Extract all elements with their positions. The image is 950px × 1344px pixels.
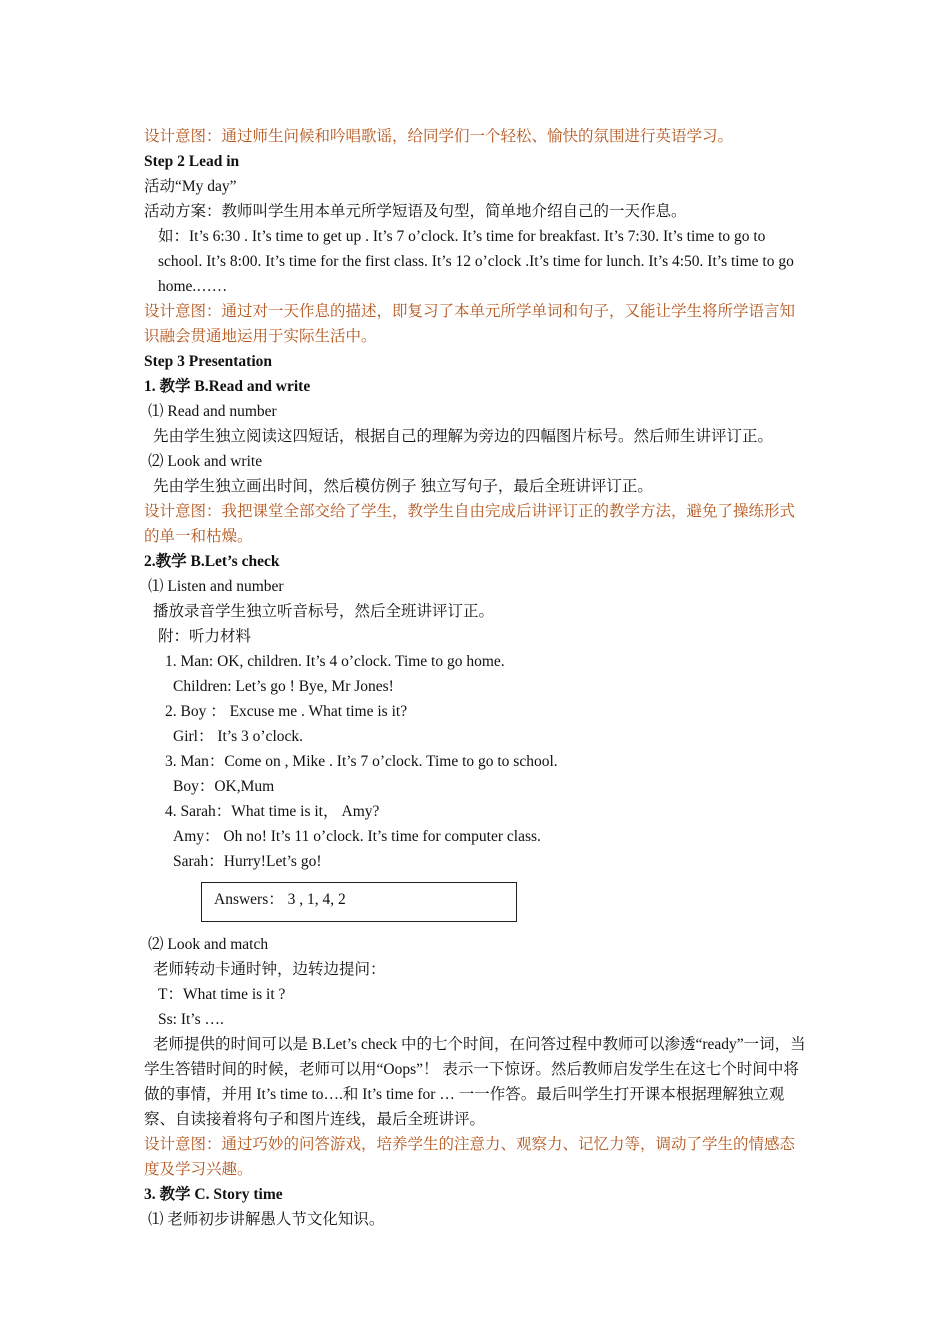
activity-title: 活动“My day” <box>144 178 237 195</box>
dialogue-1a: 1. Man: OK, children. It’s 4 o’clock. Time to go home. <box>165 653 505 670</box>
step2-heading: Step 2 Lead in <box>144 153 240 170</box>
read-and-number: ⑴ Read and number <box>148 403 277 420</box>
section2-heading: 2.教学 B.Let’s check <box>144 553 280 570</box>
dialogue-4c: Sarah：Hurry!Let’s go! <box>173 853 322 870</box>
answers-text: Answers： 3 , 1, 4, 2 <box>214 891 346 908</box>
dialogue-4b: Amy： Oh no! It’s 11 o’clock. It’s time for computer class. <box>173 828 541 845</box>
listening-material-label: 附：听力材料 <box>158 628 252 645</box>
design-intent-4: 设计意图：通过巧妙的问答游戏，培养学生的注意力、观察力、记忆力等，调动了学生的情感态度及学习兴趣。 <box>144 1136 796 1178</box>
story-intro: ⑴ 老师初步讲解愚人节文化知识。 <box>148 1211 385 1228</box>
listen-instruction: 播放录音学生独立听音标号，然后全班讲评订正。 <box>153 603 495 620</box>
match-instruction: 老师转动卡通时钟，边转边提问： <box>153 961 386 978</box>
match-paragraph: 老师提供的时间可以是 B.Let’s check 中的七个时间，在问答过程中教师可以渗透“ready”一词，当学生答错时间的时候，老师可以用“Oops”！ 表示一下惊讶。然后教师启发学生在这七个时间中将做的事情，并用 It’s time to….和 It’s time for … 一一作答。最后叫学生打开课本根据理解独立观察、自读接着将句子和图片连线，最后全班讲评。 <box>144 1036 806 1128</box>
dialogue-4a: 4. Sarah：What time is it， Amy? <box>165 803 380 820</box>
section3-heading: 3. 教学 C. Story time <box>144 1186 283 1203</box>
teacher-question: T：What time is it ? <box>158 986 286 1003</box>
step3-heading: Step 3 Presentation <box>144 353 273 370</box>
dialogue-3b: Boy：OK,Mum <box>173 778 275 795</box>
activity-plan: 活动方案：教师叫学生用本单元所学短语及句型，简单地介绍自己的一天作息。 <box>144 203 687 220</box>
students-answer: Ss: It’s …. <box>158 1011 224 1028</box>
write-instruction: 先由学生独立画出时间，然后模仿例子 独立写句子，最后全班讲评订正。 <box>153 478 653 495</box>
look-and-match: ⑵ Look and match <box>148 936 269 953</box>
listen-and-number: ⑴ Listen and number <box>148 578 284 595</box>
design-intent-1: 设计意图：通过师生问候和吟唱歌谣，给同学们一个轻松、愉快的氛围进行英语学习。 <box>144 128 734 145</box>
look-and-write: ⑵ Look and write <box>148 453 263 470</box>
design-intent-2: 设计意图：通过对一天作息的描述，即复习了本单元所学单词和句子，又能让学生将所学语言知识融会贯通地运用于实际生活中。 <box>144 303 796 345</box>
example-paragraph: 如：It’s 6:30 . It’s time to get up . It’s 7 o’clock. It’s time for breakfast. It’s 7:30. It’s time to go to school. It’s 8:00. It’s time for the first class. It’s 12 o’clock .It’s time for lunch. It’s 4:50. It’s time to go home.…… <box>158 228 794 295</box>
dialogue-2b: Girl： It’s 3 o’clock. <box>173 728 304 745</box>
document-page <box>144 124 810 1232</box>
answers-box <box>201 882 517 922</box>
design-intent-3: 设计意图：我把课堂全部交给了学生，教学生自由完成后讲评订正的教学方法，避免了操练形式的单一和枯燥。 <box>144 503 796 545</box>
dialogue-2a: 2. Boy ： Excuse me . What time is it? <box>165 703 408 720</box>
section1-heading: 1. 教学 B.Read and write <box>144 378 311 395</box>
dialogue-1b: Children: Let’s go ! Bye, Mr Jones! <box>173 678 394 695</box>
dialogue-3a: 3. Man：Come on , Mike . It’s 7 o’clock. Time to go to school. <box>165 753 558 770</box>
read-instruction: 先由学生独立阅读这四短话，根据自己的理解为旁边的四幅图片标号。然后师生讲评订正。 <box>153 428 774 445</box>
